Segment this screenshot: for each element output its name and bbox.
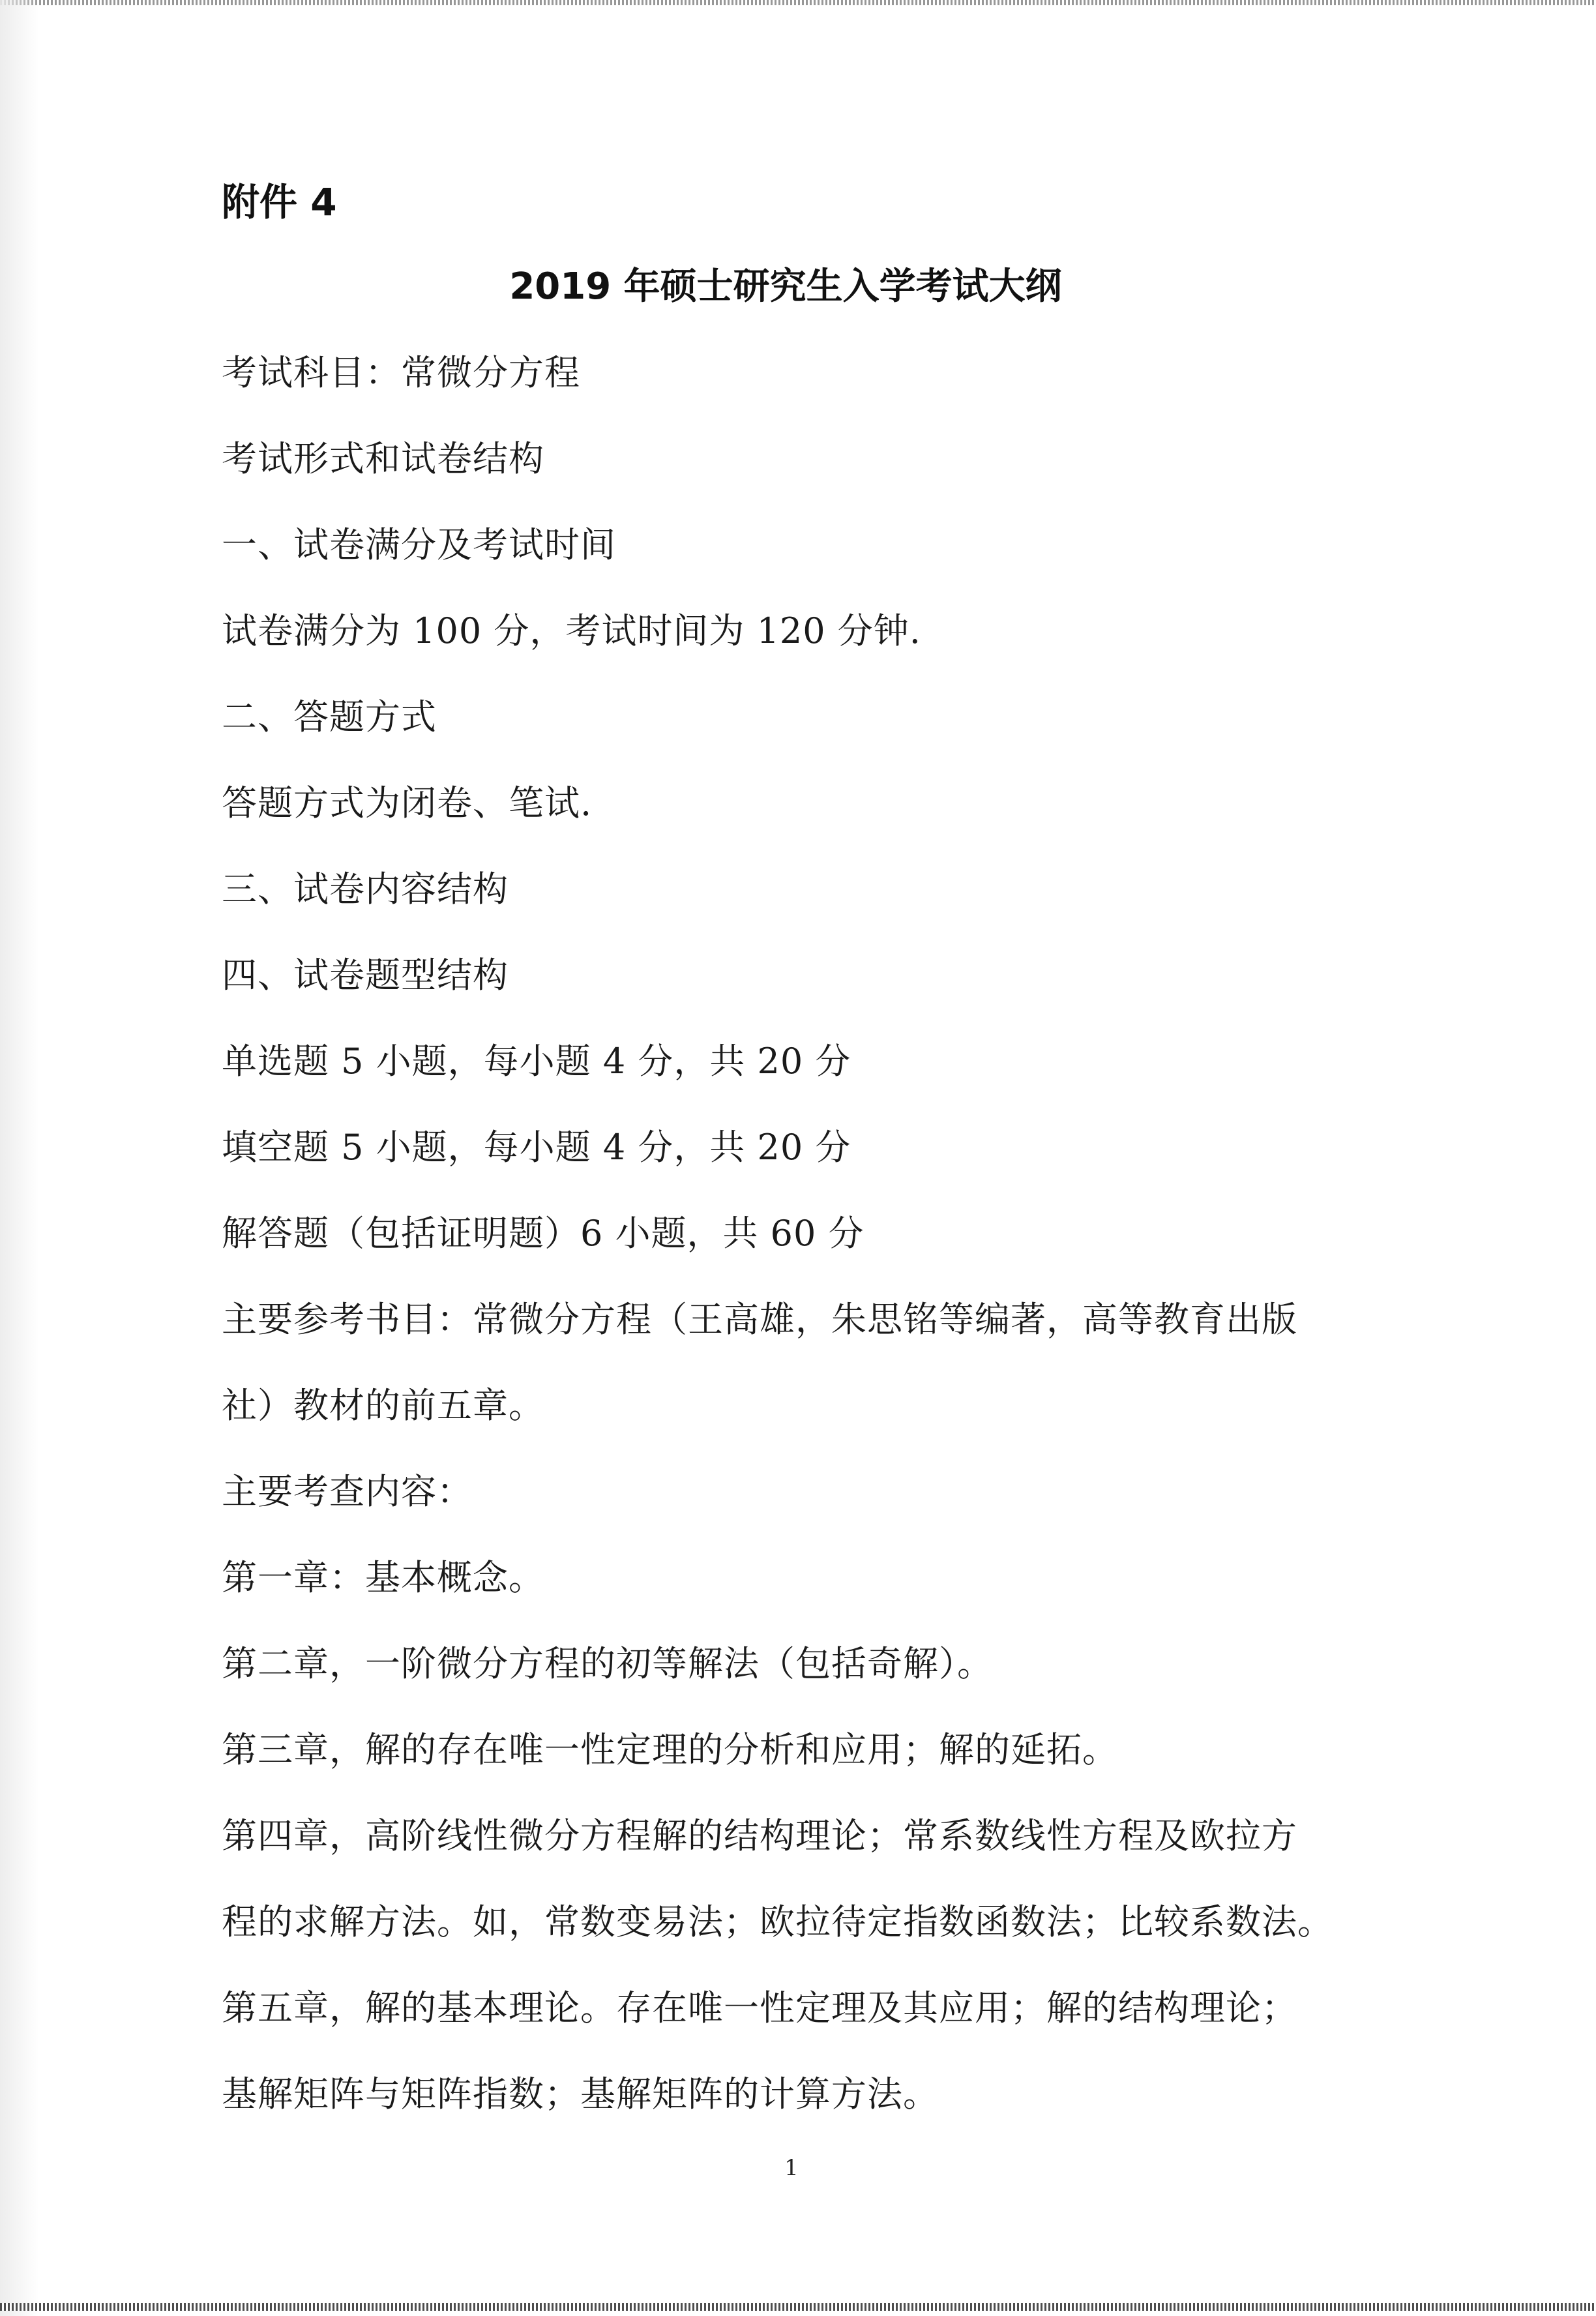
text-line: 四、试卷题型结构	[222, 955, 509, 996]
document-title: 2019 年硕士研究生入学考试大纲	[509, 265, 1062, 308]
scan-edge-top	[0, 0, 1596, 5]
text-line: 主要考查内容：	[222, 1471, 473, 1512]
text-line: 考试形式和试卷结构	[222, 438, 544, 479]
text-line: 第四章，高阶线性微分方程解的结构理论；常系数线性方程及欧拉方	[222, 1815, 1297, 1856]
text-line: 答题方式为闭卷、笔试.	[222, 782, 593, 824]
text-line: 填空题 5 小题，每小题 4 分，共 20 分	[222, 1127, 851, 1168]
text-line: 三、试卷内容结构	[222, 868, 509, 910]
text-line: 单选题 5 小题，每小题 4 分，共 20 分	[222, 1041, 851, 1082]
text-line: 程的求解方法。如，常数变易法；欧拉待定指数函数法；比较系数法。	[222, 1901, 1333, 1942]
scan-edge-bottom	[0, 2303, 1596, 2311]
text-line: 第五章，解的基本理论。存在唯一性定理及其应用；解的结构理论；	[222, 1987, 1297, 2028]
text-line: 解答题（包括证明题）6 小题，共 60 分	[222, 1213, 864, 1254]
body-text	[222, 347, 1382, 2154]
text-line: 试卷满分为 100 分，考试时间为 120 分钟.	[222, 610, 921, 651]
text-line: 考试科目：常微分方程	[222, 352, 580, 393]
text-line: 社）教材的前五章。	[222, 1385, 544, 1426]
text-line: 第二章，一阶微分方程的初等解法（包括奇解）。	[222, 1643, 993, 1684]
text-line: 主要参考书目：常微分方程（王高雄，朱思铭等编著，高等教育出版	[222, 1299, 1297, 1340]
text-line: 一、试卷满分及考试时间	[222, 524, 616, 565]
scan-shadow-left	[0, 0, 39, 2316]
text-line: 二、答题方式	[222, 696, 437, 737]
page-number: 1	[784, 2155, 799, 2181]
text-line: 第三章，解的存在唯一性定理的分析和应用；解的延拓。	[222, 1729, 1118, 1770]
text-line: 第一章：基本概念。	[222, 1557, 544, 1598]
annex-label: 附件 4	[222, 180, 337, 224]
document-page	[222, 176, 1382, 2184]
text-line: 基解矩阵与矩阵指数；基解矩阵的计算方法。	[222, 2073, 939, 2115]
